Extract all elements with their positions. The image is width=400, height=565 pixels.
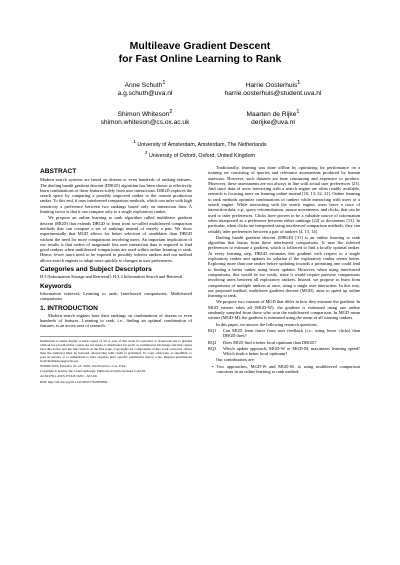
venue-text: WSDM 2016, February 22–25, 2016, San Francisco, CA, USA. bbox=[40, 364, 127, 369]
introduction-paragraph-1: Modern search engines base their rankings on combinations of dozens or even hundreds of features. Learning to rank, i.e., finding an optimal combination of features, is an active area of research. bbox=[40, 312, 192, 329]
right-column bbox=[208, 165, 360, 374]
author-sup: 1 bbox=[296, 109, 300, 115]
rq-text: Does MGD find a better local optimum than DBGD? bbox=[223, 339, 317, 345]
contribution-item bbox=[212, 364, 360, 375]
author-sup: 2 bbox=[169, 109, 173, 115]
abstract-paragraph-1: Modern search systems are based on dozens or even hundreds of ranking features. The dueling bandit gradient descent (DBGD) algorithm has been shown to effectively learn combinations of these features solely from user interactions. DBGD explores the search space by comparing a possibly improved ranker to the current production ranker. To this end, it uses interleaved comparison methods, which can infer with high sensitivity a preference between two rankings based only on interaction data. A limiting factor is that it can compare only to a single exploratory ranker. bbox=[40, 177, 192, 215]
categories-heading: Categories and Subject Descriptors bbox=[40, 266, 152, 274]
permission-footnote bbox=[40, 336, 192, 384]
permission-text: Permission to make digital or hard copies of all or part of this work for personal or classroom use is granted without fee provided that copies are not made or distributed for profit or commercial advantage and that copies bear this notice and the full citation on the first page. Copyrights for components of this work owned by others than the author(s) must be honored. Abstracting with credit is permitted. To copy otherwise, or republish, to post on servers or to redistribute to lists, requires prior specific permission and/or a fee. Request permissions from Permissions@acm.org. bbox=[40, 338, 192, 364]
research-question bbox=[208, 328, 360, 339]
introduction-heading: 1. INTRODUCTION bbox=[40, 304, 98, 312]
keywords-text: Information retrieval; Learning to rank; Interleaved comparisons; Multileaved comparisons bbox=[40, 290, 192, 302]
author-name: Harrie Oosterhuis bbox=[245, 82, 298, 90]
affiliations bbox=[0, 138, 400, 160]
copyright-text: Copyright is held by the owner/author(s). Publication rights licensed to ACM. bbox=[40, 369, 146, 374]
author-email: a.g.schuth@uva.nl bbox=[117, 90, 173, 98]
research-question bbox=[208, 340, 360, 345]
rq-label: RQ2 bbox=[208, 339, 217, 345]
author-email: derijke@uva.nl bbox=[251, 119, 295, 127]
author-name: Shimon Whiteson bbox=[117, 111, 170, 119]
author-email: shimon.whiteson@cs.ox.ac.uk bbox=[100, 119, 190, 127]
rq-text: Which update approach, MGD-W or MGD-M, maximizes learning speed? Which finds a better local optimum? bbox=[223, 345, 360, 357]
right-paragraph-2: Dueling bandit gradient descent (DBGD) [31] is an online learning to rank algorithm that learns from these interleaved comparisons. It uses the inferred preferences to estimate a gradient, which is followed to find a locally optimal ranker. At every learning step, DBGD estimates this gradient with respect to a single exploratory ranker and updates its solution if the exploratory ranker seems better. Exploring more than one ranker before updating towards a promising one could lead to finding a better ranker using fewer updates. However, when using interleaved comparisons, this would be too costly, since it would require pairwise comparisons involving users between all exploratory rankers. Instead, we propose to learn from comparisons of multiple rankers at once, using a single user interaction. In this way, our proposed method, multileave gradient descent (MGD), aims to speed up online learning to rank. bbox=[208, 234, 360, 299]
author-4 bbox=[198, 108, 348, 127]
doi-text: DOI: http://dx.doi.org/10.1145/2835776.2835804. bbox=[40, 379, 109, 384]
author-email: harrie.oosterhuis@student.uva.nl bbox=[224, 90, 322, 98]
author-name: Anne Schuth bbox=[124, 82, 163, 90]
author-name: Maarten de Rijke bbox=[246, 111, 297, 119]
rq-text: Can MGD learn faster from user feedback (i.e., using fewer clicks) than DBGD does? bbox=[223, 327, 360, 339]
abstract-paragraph-2: We propose an online learning to rank algorithm called multileave gradient descent (MGD) that extends DBGD to learn from so-called multileaved comparison methods that can compare a set of rankings instead of merely a pair. We show experimentally that MGD allows for better selection of candidates than DBGD without the need for more comparisons involving users. An important implication of our results is that orders of magnitude less user interaction data is required to find good rankers when multileaved comparisons are used within online learning to rank. Hence, fewer users need to be exposed to possibly inferior rankers and our method allows search engines to adapt more quickly to changes in user preferences. bbox=[40, 215, 192, 263]
author-2 bbox=[188, 79, 358, 98]
acm-isbn-text: ACM 978-1-4503-3716-8/16/02 ...$15.00. bbox=[40, 374, 98, 379]
abstract-heading: ABSTRACT bbox=[40, 168, 77, 175]
rq-label: RQ1 bbox=[208, 327, 217, 333]
affil-sup: 1 bbox=[133, 139, 136, 144]
affiliation-1: University of Amsterdam, Amsterdam, The Netherlands bbox=[137, 141, 267, 148]
contribution-text: Two approaches, MGD-W and MGD-M, to using multileaved comparison outcomes in an online learning to rank method. bbox=[216, 363, 360, 374]
author-sup: 1 bbox=[297, 80, 301, 86]
rq-label: RQ3 bbox=[208, 345, 217, 351]
affil-sup: 2 bbox=[145, 149, 148, 155]
left-column bbox=[40, 165, 192, 385]
right-paragraph-4: In this paper, we answer the following research questions. bbox=[216, 321, 318, 327]
categories-text: H.3 [Information Storage and Retrieval]: H.3.3 Information Search and Retrieval bbox=[40, 274, 183, 280]
research-question bbox=[208, 346, 360, 357]
title-line-1: Multileave Gradient Descent bbox=[129, 40, 271, 52]
bullet-icon: • bbox=[212, 363, 214, 369]
contributions-intro: Our contributions are: bbox=[216, 357, 255, 363]
paper-title bbox=[0, 40, 400, 66]
affiliation-2: University of Oxford, Oxford, United Kingdom bbox=[148, 152, 255, 159]
title-line-2: for Fast Online Learning to Rank bbox=[118, 53, 282, 65]
keywords-heading: Keywords bbox=[40, 282, 72, 290]
right-paragraph-3: We propose two variants of MGD that differ in how they estimate the gradient. In MGD winner takes all (MGD-W), the gradient is estimated using one ranker randomly sampled from those who won the multileaved comparison. In MGD mean winner (MGD-M), the gradient is estimated using the mean of all winning rankers. bbox=[208, 299, 360, 321]
author-sup: 1 bbox=[162, 80, 166, 86]
right-paragraph-1: Traditionally, learning was done offline by optimizing for performance on a training set consisting of queries and relevance assessments produced by human assessors. However, such datasets are time consuming and expensive to produce. Moreover, these assessments are not always in line with actual user preferences [23]. And since data of users interacting with a search engine are often readily available, research is focusing more on learning online instead [10, 13, 22, 31]. Online learning to rank methods optimize combinations of rankers while interacting with users of a search engine. While interacting with the search engine, users leave a trace of interaction data, e.g., query reformulations, mouse movements, and clicks, that can be used to infer preferences. Clicks have proven to be a valuable source of information when interpreted as a preference between either rankings [22] or documents [13]. In particular, when clicks are interpreted using interleaved comparison methods, they can reliably infer preferences between a pair of rankers [4, 13, 14]. bbox=[208, 165, 360, 234]
